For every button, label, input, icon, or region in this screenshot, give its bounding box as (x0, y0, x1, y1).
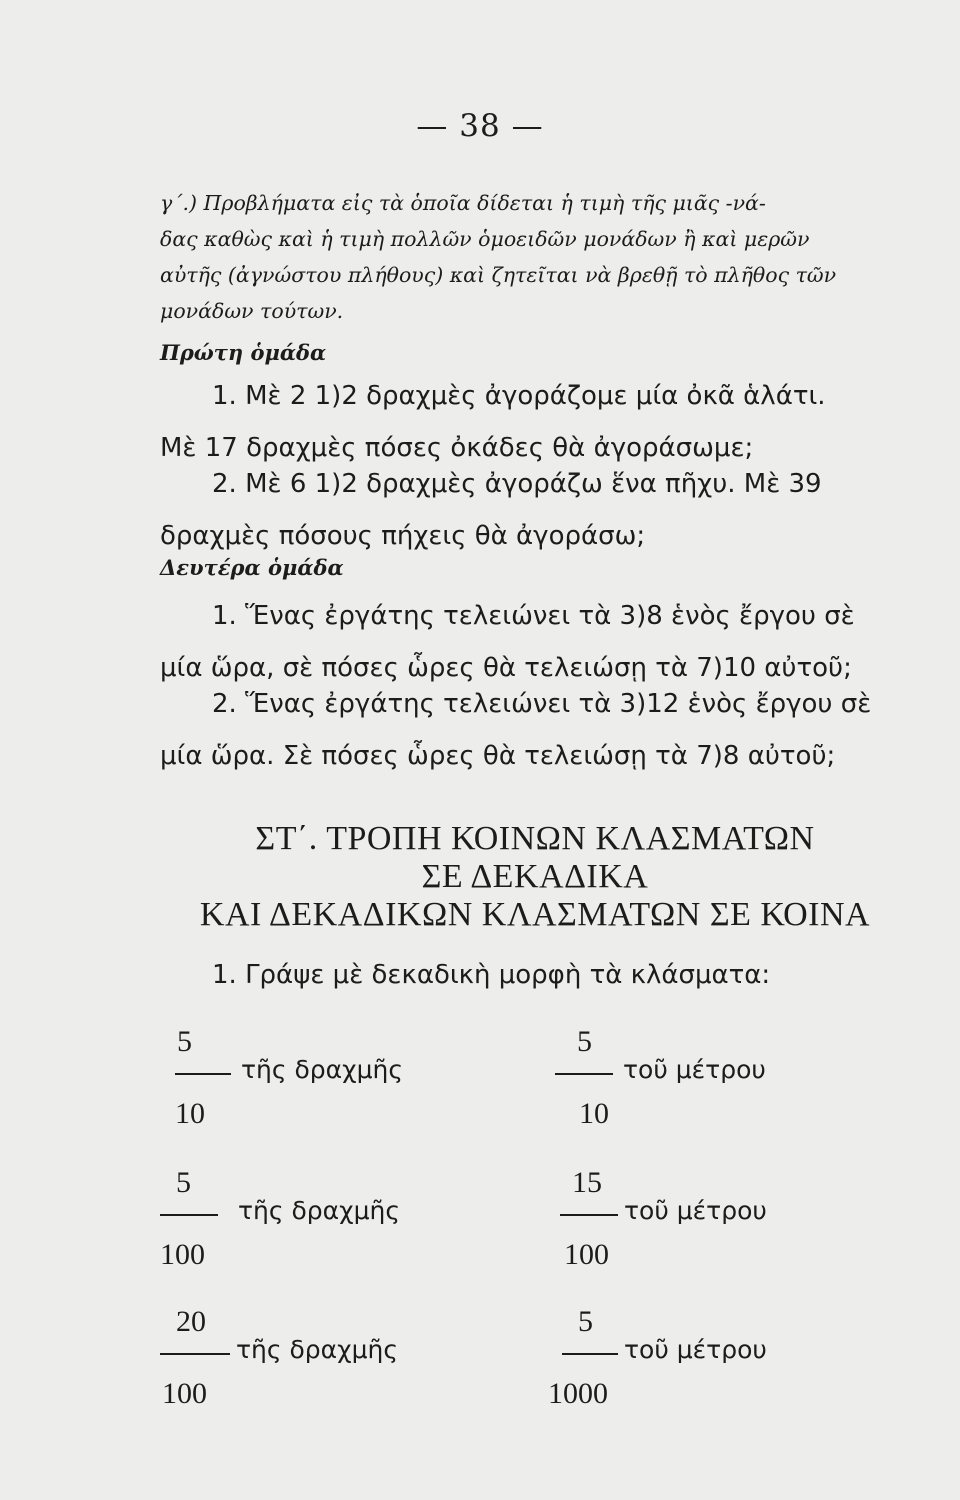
page-number: — 38 — (416, 108, 544, 144)
section-title-line: ΣΕ ΔΕΚΑΔΙΚΑ (421, 858, 649, 895)
fraction-numerator: 5 (176, 1166, 191, 1199)
section-title-line: ΚΑΙ ΔΕΚΑΔΙΚΩΝ ΚΛΑΣΜΑΤΩΝ ΣΕ ΚΟΙΝΑ (199, 896, 871, 933)
fraction-numerator: 20 (176, 1305, 206, 1338)
fraction-bar (560, 1214, 618, 1216)
problem-group1-2 (160, 458, 910, 562)
fraction-numerator: 15 (572, 1166, 602, 1199)
problem-line: 1. Μὲ 2 1)2 δραχμὲς ἀγοράζομε μία ὀκᾶ ἁλάτι. (212, 381, 826, 411)
fraction-bar (555, 1073, 613, 1075)
problem-line: 1. Ἕνας ἐργάτης τελειώνει τὰ 3)8 ἑνὸς ἔργου σὲ (212, 601, 855, 631)
problem-line: μία ὥρα, σὲ πόσες ὧρες θὰ τελειώσῃ τὰ 7)10 αὐτοῦ; (160, 653, 852, 683)
intro-paragraph (160, 185, 910, 329)
group-title-first: Πρώτη ὁμάδα (160, 340, 327, 365)
fraction-denominator: 100 (160, 1238, 205, 1271)
fraction-unit: τῆς δραχμῆς (238, 1196, 401, 1225)
section-title-line: ΣΤ΄. ΤΡΟΠΗ ΚΟΙΝΩΝ ΚΛΑΣΜΑΤΩΝ (255, 820, 815, 857)
fraction-denominator: 100 (564, 1238, 609, 1271)
problem-line: μία ὥρα. Σὲ πόσες ὧρες θὰ τελειώσῃ τὰ 7)8 αὐτοῦ; (160, 741, 836, 771)
exercise-instruction: 1. Γράψε μὲ δεκαδικὴ μορφὴ τὰ κλάσματα: (212, 960, 771, 990)
intro-line: δας καθὼς καὶ ἡ τιμὴ πολλῶν ὁμοειδῶν μονάδων ἢ καὶ μερῶν (160, 227, 810, 251)
intro-line: μονάδων τούτων. (160, 299, 344, 323)
fraction-numerator: 5 (177, 1025, 192, 1058)
fraction-denominator: 100 (162, 1377, 207, 1410)
intro-line: γ΄.) Προβλήματα εἰς τὰ ὁποῖα δίδεται ἡ τιμὴ τῆς μιᾶς -νά- (160, 191, 766, 215)
fraction-bar (160, 1353, 230, 1355)
section-title (150, 820, 920, 934)
fraction-denominator: 10 (175, 1097, 205, 1130)
problem-line: 2. Ἕνας ἐργάτης τελειώνει τὰ 3)12 ἑνὸς ἔργου σὲ (212, 689, 872, 719)
fraction-unit: τοῦ μέτρου (623, 1055, 766, 1084)
fraction-unit: τῆς δραχμῆς (241, 1055, 404, 1084)
fraction-bar (160, 1214, 218, 1216)
fraction-bar (175, 1073, 231, 1075)
fraction-bar (562, 1353, 618, 1355)
fraction-denominator: 10 (579, 1097, 609, 1130)
problem-line: δραχμὲς πόσους πήχεις θὰ ἀγοράσω; (160, 521, 646, 551)
fraction-numerator: 5 (578, 1305, 593, 1338)
problem-group2-2 (160, 678, 910, 782)
fraction-unit: τοῦ μέτρου (624, 1335, 767, 1364)
fraction-unit: τῆς δραχμῆς (236, 1335, 399, 1364)
fraction-unit: τοῦ μέτρου (624, 1196, 767, 1225)
fraction-numerator: 5 (577, 1025, 592, 1058)
fraction-denominator: 1000 (548, 1377, 608, 1410)
problem-line: Μὲ 17 δραχμὲς πόσες ὀκάδες θὰ ἀγοράσωμε; (160, 433, 754, 463)
problem-line: 2. Μὲ 6 1)2 δραχμὲς ἀγοράζω ἕνα πῆχυ. Μὲ 39 (212, 469, 822, 499)
intro-line: αὐτῆς (ἀγνώστου πλήθους) καὶ ζητεῖται νὰ βρεθῇ τὸ πλῆθος τῶν (160, 263, 837, 287)
group-title-second: Δευτέρα ὁμάδα (160, 555, 344, 580)
